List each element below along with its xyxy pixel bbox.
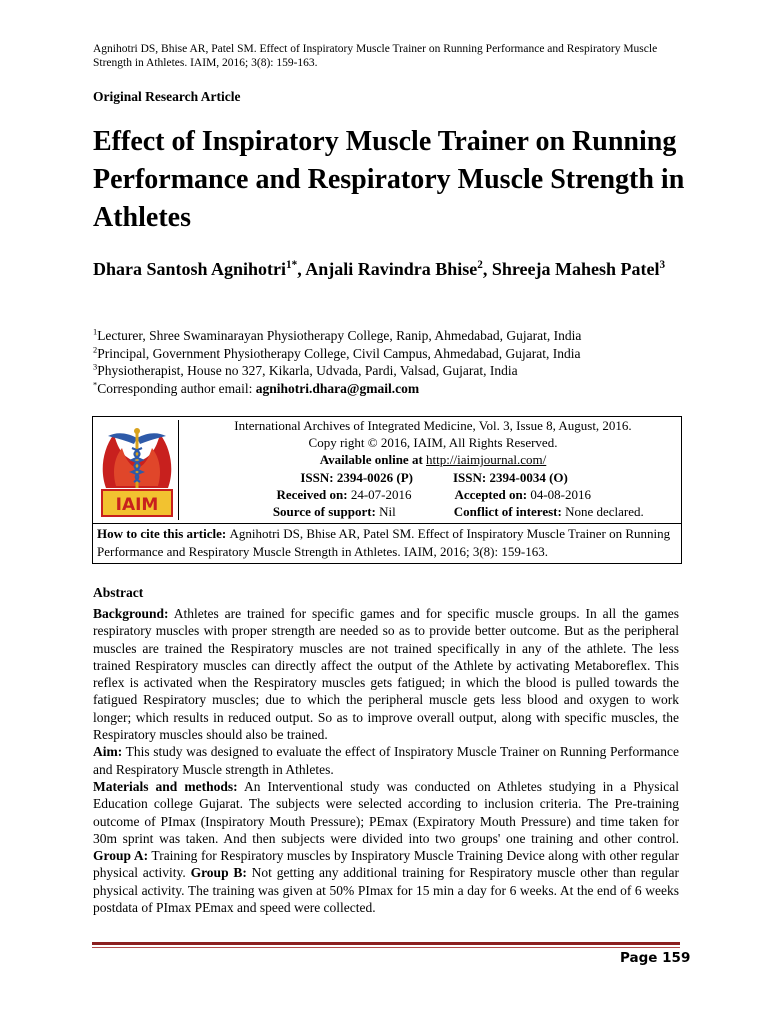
available-label: Available online at — [319, 452, 427, 468]
accepted-value: 04-08-2016 — [530, 486, 591, 502]
support-label: Source of support: — [272, 504, 380, 520]
footer-rule-thin — [92, 947, 680, 948]
corresponding-sup: * — [93, 380, 98, 389]
affiliation-text: Lecturer, Shree Swaminarayan Physiotherapy College, Ranip, Ahmedabad, Gujarat, India — [97, 328, 582, 343]
iaim-logo — [96, 420, 179, 520]
affiliation-2 — [93, 345, 693, 363]
corresponding-author — [93, 380, 693, 398]
affiliation-1 — [93, 327, 693, 345]
journal-line: International Archives of Integrated Medicine, Vol. 3, Issue 8, August, 2016. — [234, 418, 632, 433]
copyright-line: Copy right © 2016, IAIM, All Rights Reserved. — [308, 435, 558, 451]
affiliation-text: Physiotherapist, House no 327, Kikarla, Udvada, Pardi, Valsad, Gujarat, India — [97, 363, 518, 378]
methods-text: An Interventional study was conducted on Athletes studying in a Physical Education college Gujarat. The subjects were selected according to inclusion criteria. The Pre-training outcome of PImax (Inspiratory Mouth Pressure); PEmax (Expiratory Mouth Pressure) and time taken for 30m sprint was taken. And then subjects were divided into two groups' one training and other control. — [93, 778, 679, 846]
background-label: Background: — [93, 606, 169, 621]
affiliation-sup: 1 — [93, 327, 98, 337]
author-sup: 1* — [286, 259, 298, 271]
abstract-methods — [93, 778, 679, 916]
group-a-text: Training for Respiratory muscles by Inspiratory Muscle Training Device along with other regular physical activity. — [93, 848, 679, 881]
available-online — [185, 451, 681, 468]
methods-label: Materials and methods: — [93, 778, 238, 794]
issn-print: ISSN: 2394-0026 (P) — [300, 469, 413, 485]
journal-url-link[interactable]: http://iaimjournal.com/ — [426, 452, 547, 468]
support-value: Nil — [379, 504, 396, 520]
cite-text: Agnihotri DS, Bhise AR, Patel SM. Effect of Inspiratory Muscle Trainer on Running Performance and Respiratory Muscle Strength in Athletes. IAIM, 2016; 3(8): 159-163. — [97, 526, 671, 559]
corresponding-label: Corresponding author email: — [97, 380, 256, 396]
abstract-body — [93, 605, 679, 916]
author-sup: 3 — [659, 259, 666, 271]
running-head: Agnihotri DS, Bhise AR, Patel SM. Effect of Inspiratory Muscle Trainer on Running Performance and Respiratory Muscle Strength in Athletes. IAIM, 2016; 3(8): 159-163. — [93, 43, 658, 69]
journal-info-box — [92, 416, 682, 564]
issn-row — [185, 469, 681, 486]
abstract-background — [93, 605, 679, 743]
accepted-label: Accepted on: — [454, 486, 531, 502]
author-list: Dhara Santosh Agnihotri$^{1*}$, Anjali Ravindra Bhise$^2$, Shreeja Mahesh Patel$^3$ — [93, 259, 666, 279]
affiliation-sup: 3 — [93, 362, 98, 372]
logo-text: IAIM — [115, 495, 159, 515]
group-a-label: Group A: — [93, 848, 149, 864]
paper-title: Effect of Inspiratory Muscle Trainer on Running Performance and Respiratory Muscle Strength in Athletes — [93, 126, 685, 233]
iaim-logo-icon — [96, 420, 178, 520]
author-name: Shreeja Mahesh Patel — [491, 259, 660, 279]
background-text: Athletes are trained for specific games and for specific muscle groups. In all the games respiratory muscles with proper strength are needed so as to provide better outcome. But as the peripheral muscles are trained the Respiratory muscles are not trained specifically in any of the athlete. The less trained Respiratory muscles can directly affect the output of the Athlete by activating Metaboreflex. This reflex is activated when the Respiratory muscles gets fatigued; in which the blood is pulled towards the fatigued Respiratory muscles; due to which the peripheral muscle gets less blood and oxygen to work longer; which results in reduced output. So as to improve overall output, along with specific muscles, the Respiratory muscles should also be trained. — [93, 606, 679, 743]
support-row — [185, 503, 681, 520]
affiliations — [93, 327, 693, 397]
article-type: Original Research Article — [93, 89, 241, 104]
group-b-label: Group B: — [190, 865, 247, 881]
received-label: Received on: — [276, 486, 351, 502]
dates-row — [185, 486, 681, 503]
journal-details — [185, 417, 681, 520]
author-name: Anjali Ravindra Bhise — [305, 259, 478, 279]
abstract-aim — [93, 743, 679, 778]
affiliation-text: Principal, Government Physiotherapy College, Civil Campus, Ahmedabad, Gujarat, India — [97, 345, 581, 361]
conflict-label: Conflict of interest: — [453, 504, 566, 520]
aim-text: This study was designed to evaluate the effect of Inspiratory Muscle Trainer on Running Performance and Respiratory Muscle strength in Athletes. — [93, 744, 679, 777]
affiliation-3 — [93, 362, 693, 380]
abstract-heading: Abstract — [93, 585, 144, 600]
footer-rule — [92, 942, 680, 945]
conflict-value: None declared. — [565, 504, 644, 520]
issn-online: ISSN: 2394-0034 (O) — [453, 469, 568, 485]
how-to-cite — [97, 525, 679, 561]
received-value: 24-07-2016 — [350, 486, 412, 502]
author-sup: 2 — [477, 259, 483, 271]
info-box-divider — [93, 523, 681, 524]
corresponding-email[interactable]: agnihotri.dhara@gmail.com — [255, 380, 420, 396]
group-b-text: Not getting any additional training for Respiratory muscle other than regular physical activity. The training was given at 50% PImax for 15 min a day for 6 weeks. At the end of 6 weeks postdata of PImax PEmax and speed were collected. — [93, 865, 679, 916]
aim-label: Aim: — [93, 744, 123, 760]
page-number: Page 159 — [620, 950, 691, 966]
affiliation-sup: 2 — [93, 345, 98, 354]
author-name: Dhara Santosh Agnihotri — [93, 259, 287, 279]
cite-label: How to cite this article: — [97, 526, 230, 541]
